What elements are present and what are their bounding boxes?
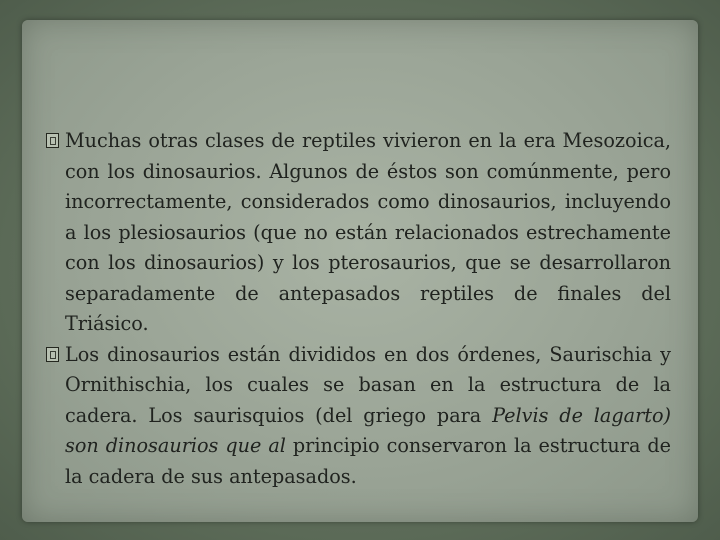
paragraph-1: [46, 126, 671, 340]
paragraph-2: [46, 340, 671, 493]
paragraph-2-text-start: Los dinosaurios están divididos en dos órdenes, Saurischia y Ornithischia, los cuales se basan en la estructura de la cadera. Los saurisquios (del griego para: [65, 342, 671, 427]
bullet-icon: [46, 133, 59, 148]
paragraph-2-text-italic: Pelvis de lagarto) son dinosaurios que al: [65, 403, 671, 457]
bullet-icon: [46, 347, 59, 362]
paragraph-1-text: Muchas otras clases de reptiles vivieron en la era Mesozoica, con los dinosaurios. Algunos de éstos son comúnmente, pero incorrectamente, considerados como dinosaurios, incluyendo a los plesiosaurios (que no están relacionados estrechamente con los dinosaurios) y los pterosaurios, que se desarrollaron separadamente de antepasados reptiles de finales del Triásico.: [65, 129, 671, 335]
paragraph-2-text-end: principio conservaron la estructura de la cadera de sus antepasados.: [65, 434, 671, 488]
slide-content: [46, 126, 671, 492]
